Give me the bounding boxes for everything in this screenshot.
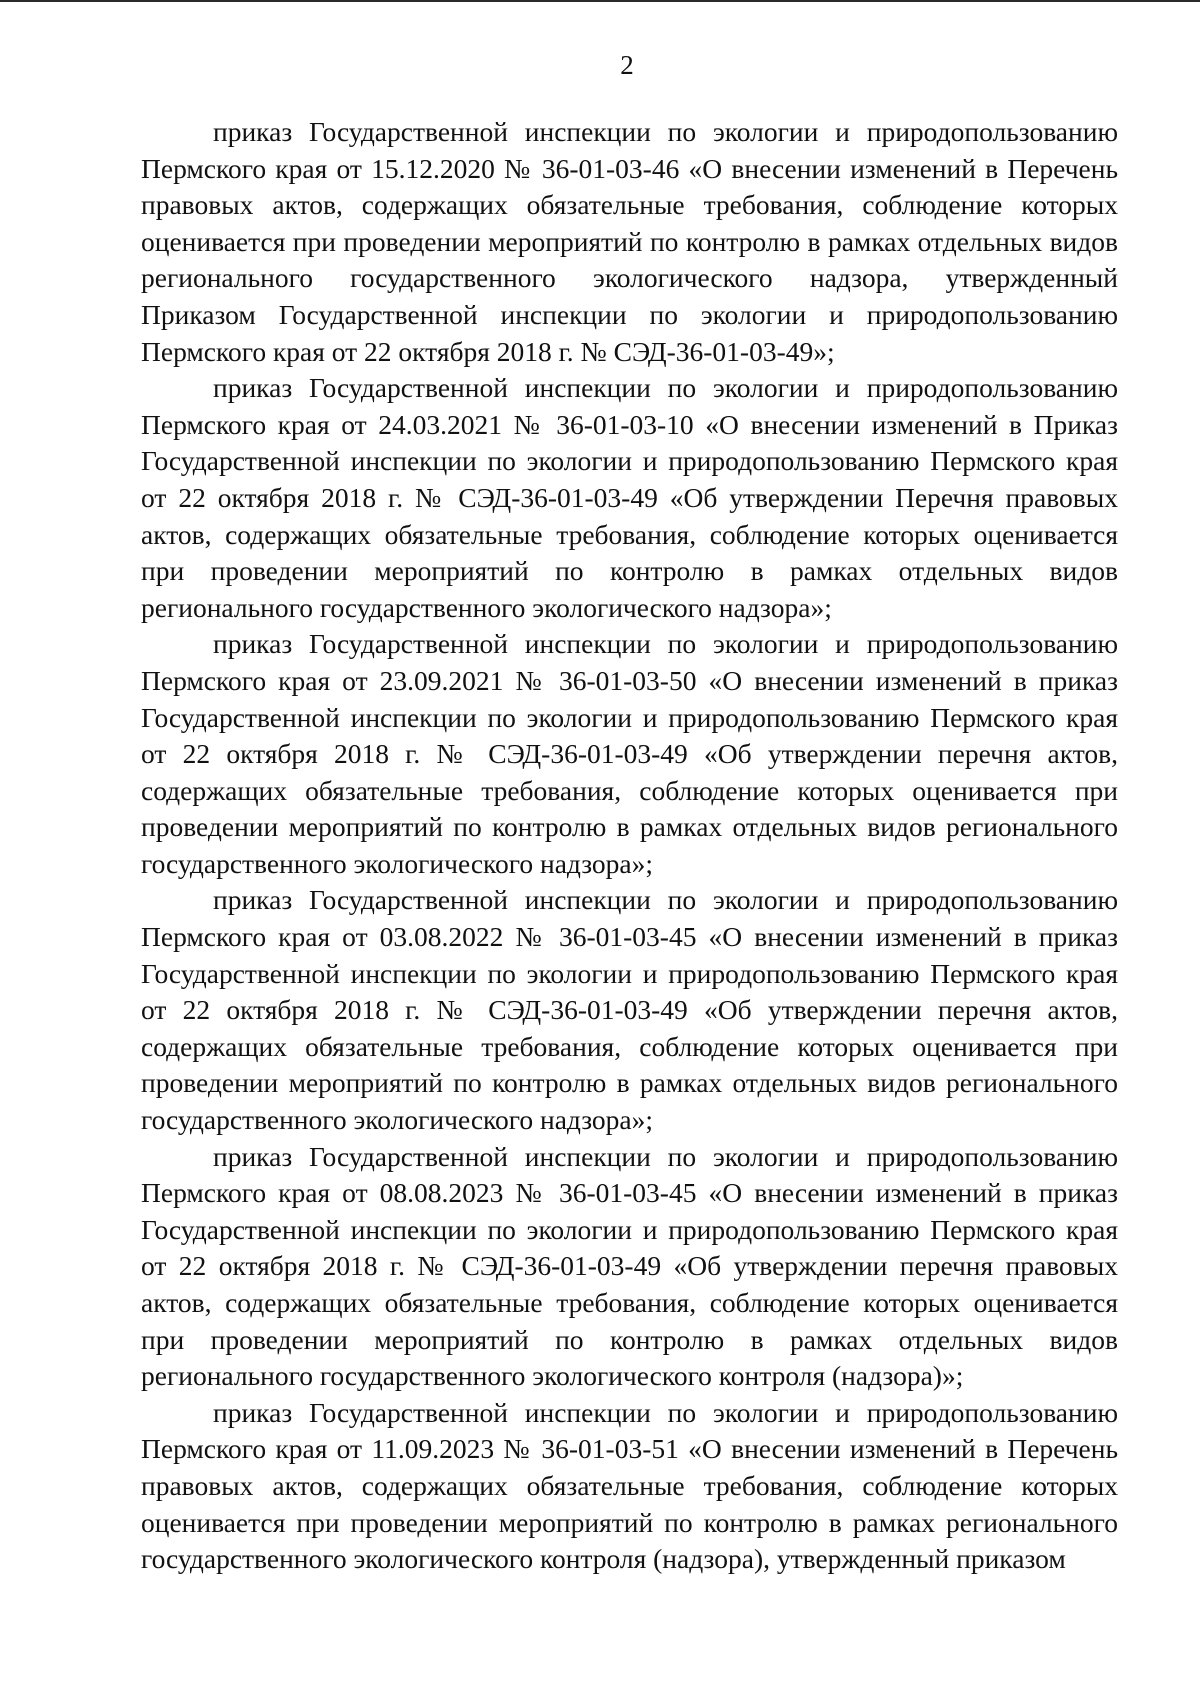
- document-body: [141, 114, 1118, 1578]
- page-number: 2: [620, 50, 634, 80]
- order-paragraph-1: приказ Государственной инспекции по экологии и природопользованию Пермского края от 15.12.2020 № 36-01-03-46 «О внесении изменений в Перечень правовых актов, содержащих обязательные требования, соблюдение которых оценивается при проведении мероприятий по контролю в рамках отдельных видов регионального государственного экологического надзора, утвержденный Приказом Государственной инспекции по экологии и природопользованию Пермского края от 22 октября 2018 г. № СЭД-36-01-03-49»;: [141, 116, 1118, 367]
- order-paragraph-5: приказ Государственной инспекции по экологии и природопользованию Пермского края от 08.08.2023 № 36-01-03-45 «О внесении изменений в приказ Государственной инспекции по экологии и природопользованию Пермского края от 22 октября 2018 г. № СЭД-36-01-03-49 «Об утверждении перечня правовых актов, содержащих обязательные требования, соблюдение которых оценивается при проведении мероприятий по контролю в рамках отдельных видов регионального государственного экологического контроля (надзора)»;: [141, 1140, 1118, 1392]
- order-paragraph-2: приказ Государственной инспекции по экологии и природопользованию Пермского края от 24.03.2021 № 36-01-03-10 «О внесении изменений в Приказ Государственной инспекции по экологии и природопользованию Пермского края от 22 октября 2018 г. № СЭД-36-01-03-49 «Об утверждении Перечня правовых актов, содержащих обязательные требования, соблюдение которых оценивается при проведении мероприятий по контролю в рамках отдельных видов регионального государственного экологического надзора»;: [141, 372, 1118, 623]
- order-paragraph-3: приказ Государственной инспекции по экологии и природопользованию Пермского края от 23.09.2021 № 36-01-03-50 «О внесении изменений в приказ Государственной инспекции по экологии и природопользованию Пермского края от 22 октября 2018 г. № СЭД-36-01-03-49 «Об утверждении перечня актов, содержащих обязательные требования, соблюдение которых оценивается при проведении мероприятий по контролю в рамках отдельных видов регионального государственного экологического надзора»;: [141, 628, 1118, 879]
- order-paragraph-4: приказ Государственной инспекции по экологии и природопользованию Пермского края от 03.08.2022 № 36-01-03-45 «О внесении изменений в приказ Государственной инспекции по экологии и природопользованию Пермского края от 22 октября 2018 г. № СЭД-36-01-03-49 «Об утверждении перечня актов, содержащих обязательные требования, соблюдение которых оценивается при проведении мероприятий по контролю в рамках отдельных видов регионального государственного экологического надзора»;: [141, 884, 1118, 1136]
- order-paragraph-6: приказ Государственной инспекции по экологии и природопользованию Пермского края от 11.09.2023 № 36-01-03-51 «О внесении изменений в Перечень правовых актов, содержащих обязательные требования, соблюдение которых оценивается при проведении мероприятий по контролю в рамках регионального государственного экологического контроля (надзора), утвержденный приказом: [141, 1396, 1118, 1575]
- scan-top-edge: [0, 0, 1200, 2]
